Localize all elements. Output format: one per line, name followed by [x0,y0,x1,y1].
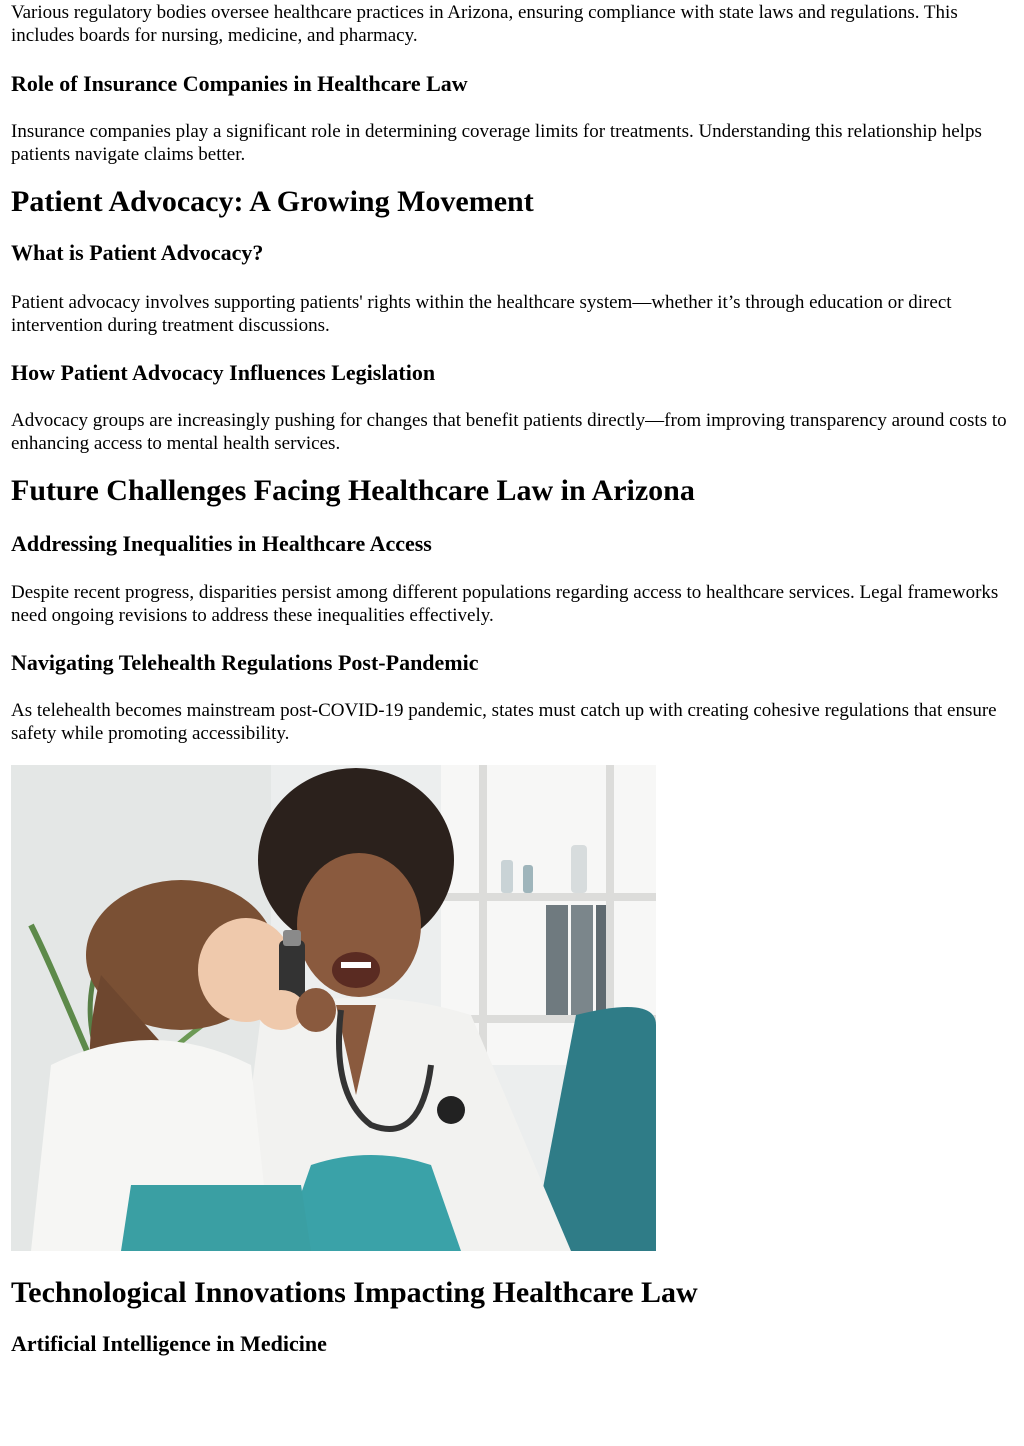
what-is-advocacy-paragraph: Patient advocacy involves supporting patients' rights within the healthcare system—whether it’s through education or direct intervention during treatment discussions. [11,292,952,336]
insurance-paragraph: Insurance companies play a significant role in determining coverage limits for treatments. Understanding this relationship helps patients navigate claims better. [11,121,982,165]
inequalities-paragraph: Despite recent progress, disparities persist among different populations regarding access to healthcare services. Legal frameworks need ongoing revisions to address these inequalities effectively. [11,582,999,626]
article [11,0,1011,1357]
what-is-advocacy-heading: What is Patient Advocacy? [11,240,264,265]
ai-medicine-heading: Artificial Intelligence in Medicine [11,1331,327,1356]
future-challenges-heading: Future Challenges Facing Healthcare Law in Arizona [11,474,695,507]
doctor-child-photo [11,765,656,1251]
advocacy-legislation-heading: How Patient Advocacy Influences Legislation [11,360,436,385]
telehealth-heading: Navigating Telehealth Regulations Post-Pandemic [11,650,479,675]
doctor-child-illustration [11,765,656,1251]
inequalities-heading: Addressing Inequalities in Healthcare Access [11,531,432,556]
advocacy-heading: Patient Advocacy: A Growing Movement [11,185,534,218]
intro-paragraph: Various regulatory bodies oversee healthcare practices in Arizona, ensuring compliance with state laws and regulations. This includes boards for nursing, medicine, and pharmacy. [11,2,958,46]
insurance-heading: Role of Insurance Companies in Healthcare Law [11,71,468,96]
technology-heading: Technological Innovations Impacting Healthcare Law [11,1276,698,1309]
advocacy-legislation-paragraph: Advocacy groups are increasingly pushing for changes that benefit patients directly—from improving transparency around costs to enhancing access to mental health services. [11,410,1007,454]
telehealth-paragraph: As telehealth becomes mainstream post-COVID-19 pandemic, states must catch up with creating cohesive regulations that ensure safety while promoting accessibility. [11,700,997,744]
